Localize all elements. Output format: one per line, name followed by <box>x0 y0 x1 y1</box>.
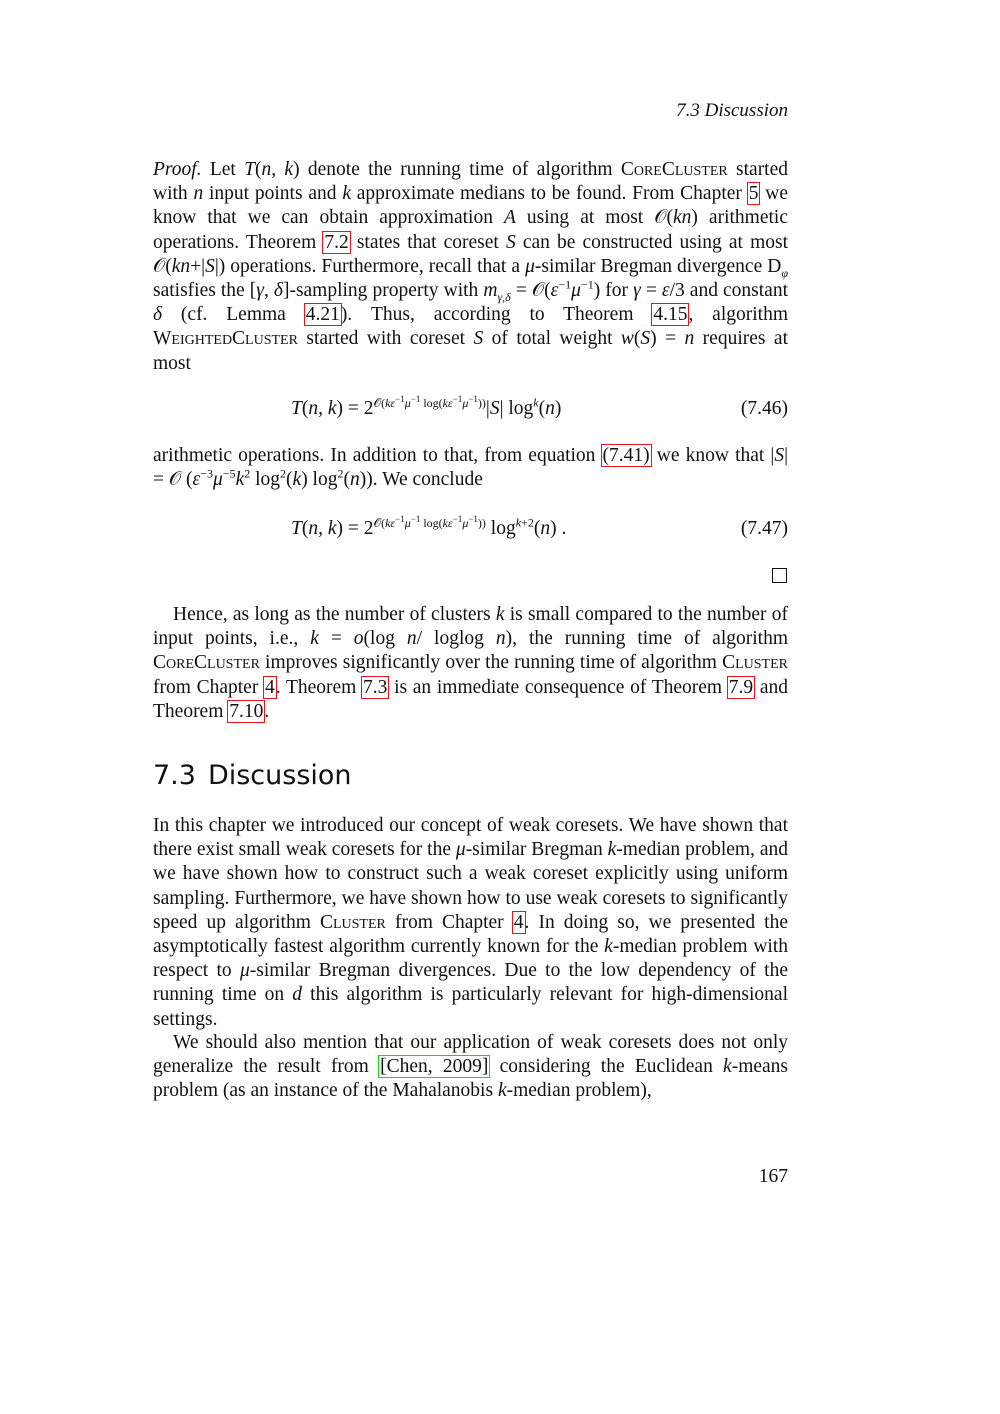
algorithm-name-2: Cluster <box>722 652 788 674</box>
equation-7-47 <box>153 510 788 546</box>
lemma-ref-link[interactable]: 4.21 <box>305 304 340 326</box>
proof-label: Proof. <box>153 159 202 180</box>
algorithm-name: CoreCluster <box>153 652 260 674</box>
hence-paragraph: Hence, as long as the number of clusters k is small compared to the number of input points, i.e., k = o(log n/ loglog n), the running time of algorithm CoreCluster improves significantly over the running time of algorithm Cluster from Chapter 4. Theorem 7.3 is an immediate consequence of Theorem 7.9 and Theorem 7.10. <box>153 604 789 722</box>
qed-box-icon <box>772 568 787 583</box>
page-number: 167 <box>758 1166 788 1187</box>
equation-7-46 <box>153 390 788 426</box>
chapter-ref-link[interactable]: 5 <box>748 183 759 205</box>
proof-paragraph: Proof. Let T(n, k) denote the running time of algorithm CoreCluster started with n input points and k approximate medians to be found. From Chapter 5 we know that we can obtain approximation A using at most 𝒪(kn) arithmetic operations. Theorem 7.2 states that coreset S can be constructed using at most 𝒪(kn+|S|) operations. Furthermore, recall that a μ-similar Bregman divergence $D_\varphi$ satisfies the [γ, δ]-sampling property with $m_{\gamma,\delta}$ = $𝒪(\varepsilon^{-1}\mu^{-1})$ for γ = ε/3 and constant δ (cf. Lemma 4.21). Thus, according to Theorem 4.15, algorithm WeightedCluster started with coreset S of total weight w(S) = n requires at most <box>153 159 789 374</box>
equation-exponent: 𝒪(kε−1μ−1 log(kε−1μ−1)) <box>373 393 486 410</box>
equation-exponent-2: 𝒪(kε−1μ−1 log(kε−1μ−1)) <box>373 513 486 530</box>
theorem-ref-link-4[interactable]: 7.9 <box>728 676 754 698</box>
citation-link[interactable]: [Chen, 2009] <box>380 1056 489 1078</box>
equation-body: T(n, $k) = 2^{𝒪(k\varepsilon^{-1}\mu^{-1} log(k\varepsilon^{-1}\mu^{-1}))}|S|$ $\log^k(n)$ <box>291 393 562 419</box>
theorem-ref-link[interactable]: 7.2 <box>324 231 349 253</box>
theorem-ref-link-5[interactable]: 7.10 <box>229 700 264 722</box>
theorem-ref-link-2[interactable]: 4.15 <box>653 304 688 326</box>
theorem-ref-link-3[interactable]: 7.3 <box>363 676 388 698</box>
section-number: 7.3 <box>153 760 196 791</box>
chapter-ref-link-2[interactable]: 4 <box>265 676 275 698</box>
after-equation-paragraph: arithmetic operations. In addition to that, from equation (7.41) we know that |S| = 𝒪 ($\varepsilon^{-3}\mu^{-5}k^2$ $\log^2(k)$ $\log^2(n)$). We conclude <box>153 445 788 491</box>
chapter-ref-link-3[interactable]: 4 <box>513 911 524 933</box>
algorithm-name-3: Cluster <box>319 911 386 933</box>
section-heading <box>153 760 352 791</box>
equation-body-2: T(n, $k) = 2^{𝒪(k\varepsilon^{-1}\mu^{-1} log(k\varepsilon^{-1}\mu^{-1}))}$ $\log^{k+2}(n)$ . <box>291 513 567 539</box>
running-header: 7.3 Discussion <box>676 100 788 121</box>
equation-number: (7.46) <box>740 398 788 419</box>
equation-number-2: (7.47) <box>740 518 788 539</box>
discussion-paragraph-1: In this chapter we introduced our concept of weak coresets. We have shown that there exist small weak coresets for the μ-similar Bregman k-median problem, and we have shown how to construct such a weak coreset explicitly using uniform sampling. Furthermore, we have shown how to use weak coresets to significantly speed up algorithm Cluster from Chapter 4. In doing so, we presented the asymptotically fastest algorithm currently known for the k-median problem with respect to μ-similar Bregman divergences. Due to the low dependency of the running time on d this algorithm is particularly relevant for high-dimensional settings. <box>153 815 789 1030</box>
section-title: Discussion <box>207 760 352 791</box>
discussion-paragraph-2: We should also mention that our application of weak coresets does not only generalize the result from [Chen, 2009] considering the Euclidean k-means problem (as an instance of the Mahalanobis k-median problem), <box>153 1032 789 1102</box>
equation-ref-link[interactable]: (7.41) <box>602 445 650 466</box>
